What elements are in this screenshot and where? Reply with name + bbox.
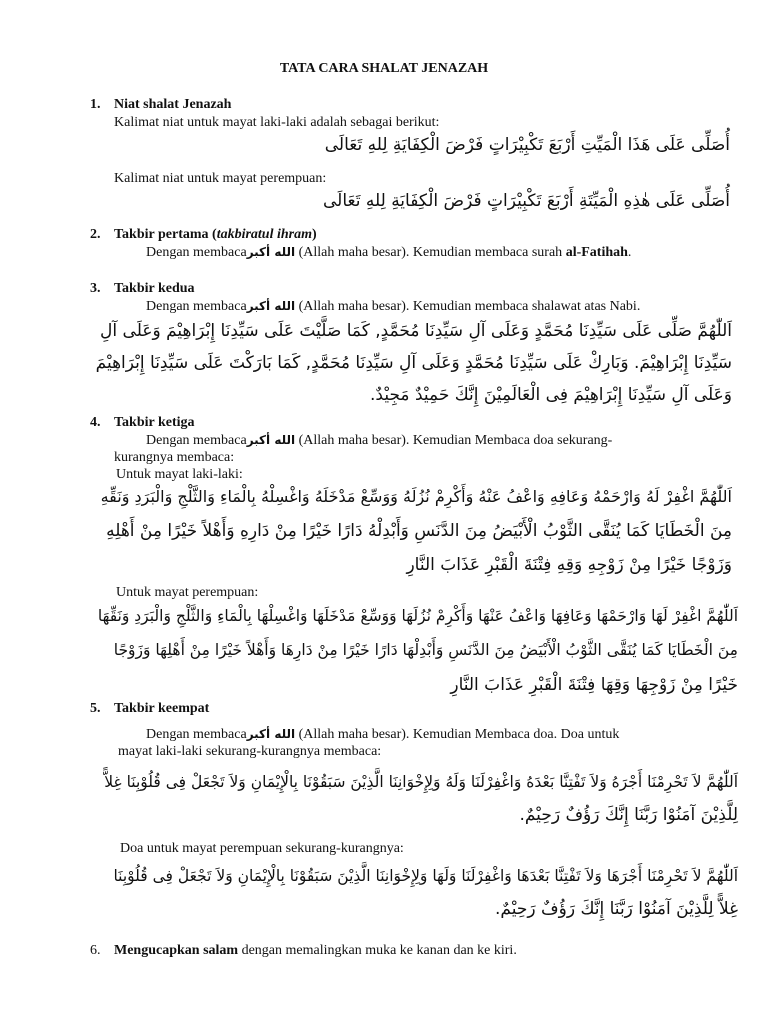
section-takbir-kedua <box>90 280 732 410</box>
section-heading: Takbir ketiga <box>114 415 195 430</box>
intro-male: Kalimat niat untuk mayat laki-laki adalah sebagai berikut: <box>114 115 440 130</box>
arabic-doa-female-line: خَيْرًا مِنْ زَوْجِهَا وَقِهَا فِتْنَةَ الْقَبْرِ عَذَابَ النَّارِ <box>450 675 738 695</box>
takbir-text: Dengan membacaالله أكبر (Allah maha besar). Kemudian membaca surah al-Fatihah. <box>146 245 632 260</box>
arabic-shalawat-line: وَعَلَى آلِ سَيِّدِنَا إِبْرَاهِيْمَ فِى الْعَالَمِيْنَ إِنَّكَ حَمِيْدٌ مَجِيْدٌ. <box>370 385 732 405</box>
arabic-doa-female-line: مِنَ الْخَطَايَا كَمَا يُنَقَّى الثَّوْبُ الْأَبْيَضُ مِنَ الدَّنَسِ وَأَبْدِلْهَا دَارًا خَيْرًا مِنْ دَارِهَا وَأَهْلاً خَيْرًا مِنْ أَهْلِهَا وَزَوْجًا <box>113 641 738 659</box>
section-number: 1. <box>90 97 101 112</box>
section-heading: Takbir pertama (takbiratul ihram) <box>114 227 317 242</box>
arabic-shalawat-line: اَللّٰهُمَّ صَلِّى عَلَى سَيِّدِنَا مُحَمَّدٍ وَعَلَى آلِ سَيِّدِنَا مُحَمَّدٍ, كَمَا صَلَّيْتَ عَلَى سَيِّدِنَا إِبْرَاهِيْمَ وَعَلَى آلِ <box>100 321 732 341</box>
takbir-text: Dengan membacaالله أكبر (Allah maha besar). Kemudian Membaca doa. Doa untuk <box>146 727 620 742</box>
arabic-doa-male-line: لِلَّذِيْنَ آمَنُوْا رَبَّنَا إِنَّكَ رَؤُفٌ رَحِيْمٌ. <box>519 805 738 825</box>
section-takbir-keempat <box>90 700 738 930</box>
section-salam <box>90 942 690 964</box>
takbir-text: Dengan membacaالله أكبر (Allah maha besar). Kemudian Membaca doa sekurang- <box>146 433 613 448</box>
allahu-akbar-text: الله أكبر <box>246 245 296 259</box>
arabic-doa-male-line: اَللّٰهُمَّ لاَ تَحْرِمْنَا أَجْرَهُ وَلاَ تَفْتِنَّا بَعْدَهُ وَاغْفِرْلَنَا وَلَهُ وَلِإِخْوَانِنَا الَّذِيْنَ سَبَقُوْنَا بِالْإِيْمَانِ وَلاَ تَجْعَلْ فِى قُلُوْبِنَا غِلاًّ <box>104 773 738 791</box>
arabic-shalawat-line: سَيِّدِنَا إِبْرَاهِيْمَ. وَبَارِكْ عَلَى سَيِّدِنَا مُحَمَّدٍ وَعَلَى آلِ سَيِّدِنَا مُحَمَّدٍ, كَمَا بَارَكْتَ عَلَى سَيِّدِنَا إِبْرَاهِيْمَ <box>95 353 732 373</box>
section-heading: Niat shalat Jenazah <box>114 97 232 112</box>
section-takbir-ketiga <box>90 414 738 704</box>
intro-female: Doa untuk mayat perempuan sekurang-kurangnya: <box>120 841 404 856</box>
section-niat <box>90 96 730 216</box>
arabic-doa-female-line: اَللّٰهُمَّ اغْفِرْ لَهَا وَارْحَمْهَا وَعَافِهَا وَاعْفُ عَنْهَا وَأَكْرِمْ نُزُلَهَا وَوَسِّعْ مَدْخَلَهَا وَاغْسِلْهَا بِالْمَاءِ وَالثَّلْجِ وَالْبَرَدِ وَنَقِّهَا <box>97 607 738 625</box>
takbir-text: Dengan membacaالله أكبر (Allah maha besar). Kemudian membaca shalawat atas Nabi. <box>146 299 641 314</box>
allahu-akbar-text: الله أكبر <box>246 727 296 741</box>
intro-male: Untuk mayat laki-laki: <box>116 467 243 482</box>
section-number: 6. <box>90 943 101 958</box>
section-heading: Takbir kedua <box>114 281 195 296</box>
arabic-niat-male: أُصَلِّى عَلَى هَذَا الْمَيِّتِ أَرْبَعَ تَكْبِيْرَاتٍ فَرْضَ الْكِفَايَةِ لِلهِ تَعَالَى <box>324 135 730 155</box>
intro-female: Untuk mayat perempuan: <box>116 585 259 600</box>
page-title: TATA CARA SHALAT JENAZAH <box>279 61 489 76</box>
section-heading: Takbir keempat <box>114 701 210 716</box>
takbir-text-cont: mayat laki-laki sekurang-kurangnya membaca: <box>118 744 382 759</box>
arabic-doa-male-line: وَزَوْجًا خَيْرًا مِنْ زَوْجِهِ وَقِهِ فِتْنَةَ الْقَبْرِ عَذَابَ النَّارِ <box>406 555 732 575</box>
arabic-doa-female-line: غِلاًّ لِلَّذِيْنَ آمَنُوْا رَبَّنَا إِنَّكَ رَؤُفٌ رَحِيْمٌ. <box>495 899 738 919</box>
allahu-akbar-text: الله أكبر <box>246 433 296 447</box>
arabic-doa-male-line: اَللّٰهُمَّ اغْفِرْ لَهُ وَارْحَمْهُ وَعَافِهِ وَاعْفُ عَنْهُ وَأَكْرِمْ نُزُلَهُ وَوَسِّعْ مَدْخَلَهُ وَاغْسِلْهُ بِالْمَاءِ وَالثَّلْجِ وَالْبَرَدِ وَنَقِّهِ <box>100 487 732 506</box>
section-number: 4. <box>90 415 101 430</box>
arabic-doa-male-line: مِنَ الْخَطَايَا كَمَا يُنَقَّى الثَّوْبُ الْأَبْيَضُ مِنَ الدَّنَسِ وَأَبْدِلْهُ دَارًا خَيْرًا مِنْ دَارِهِ وَأَهْلاً خَيْرًا مِنْ أَهْلِهِ <box>106 521 732 541</box>
section-number: 3. <box>90 281 101 296</box>
section-number: 2. <box>90 227 101 242</box>
salam-text: Mengucapkan salam dengan memalingkan muka ke kanan dan ke kiri. <box>114 943 517 958</box>
arabic-doa-female-line: اَللّٰهُمَّ لاَ تَحْرِمْنَا أَجْرَهَا وَلاَ تَفْتِنَّا بَعْدَهَا وَاغْفِرْلَنَا وَلَهَا وَلِإِخْوَانِنَا الَّذِيْنَ سَبَقُوْنَا بِالْإِيْمَانِ وَلاَ تَجْعَلْ فِى قُلُوْبِنَا <box>113 867 738 885</box>
intro-female: Kalimat niat untuk mayat perempuan: <box>114 171 327 186</box>
arabic-niat-female: أُصَلِّى عَلَى هٰذِهِ الْمَيِّتَةِ أَرْبَعَ تَكْبِيْرَاتٍ فَرْضَ الْكِفَايَةِ لِلهِ تَعَالَى <box>323 191 730 211</box>
section-number: 5. <box>90 701 101 716</box>
takbir-text-cont: kurangnya membaca: <box>114 450 235 465</box>
section-takbir-pertama <box>90 226 690 266</box>
allahu-akbar-text: الله أكبر <box>246 299 296 313</box>
